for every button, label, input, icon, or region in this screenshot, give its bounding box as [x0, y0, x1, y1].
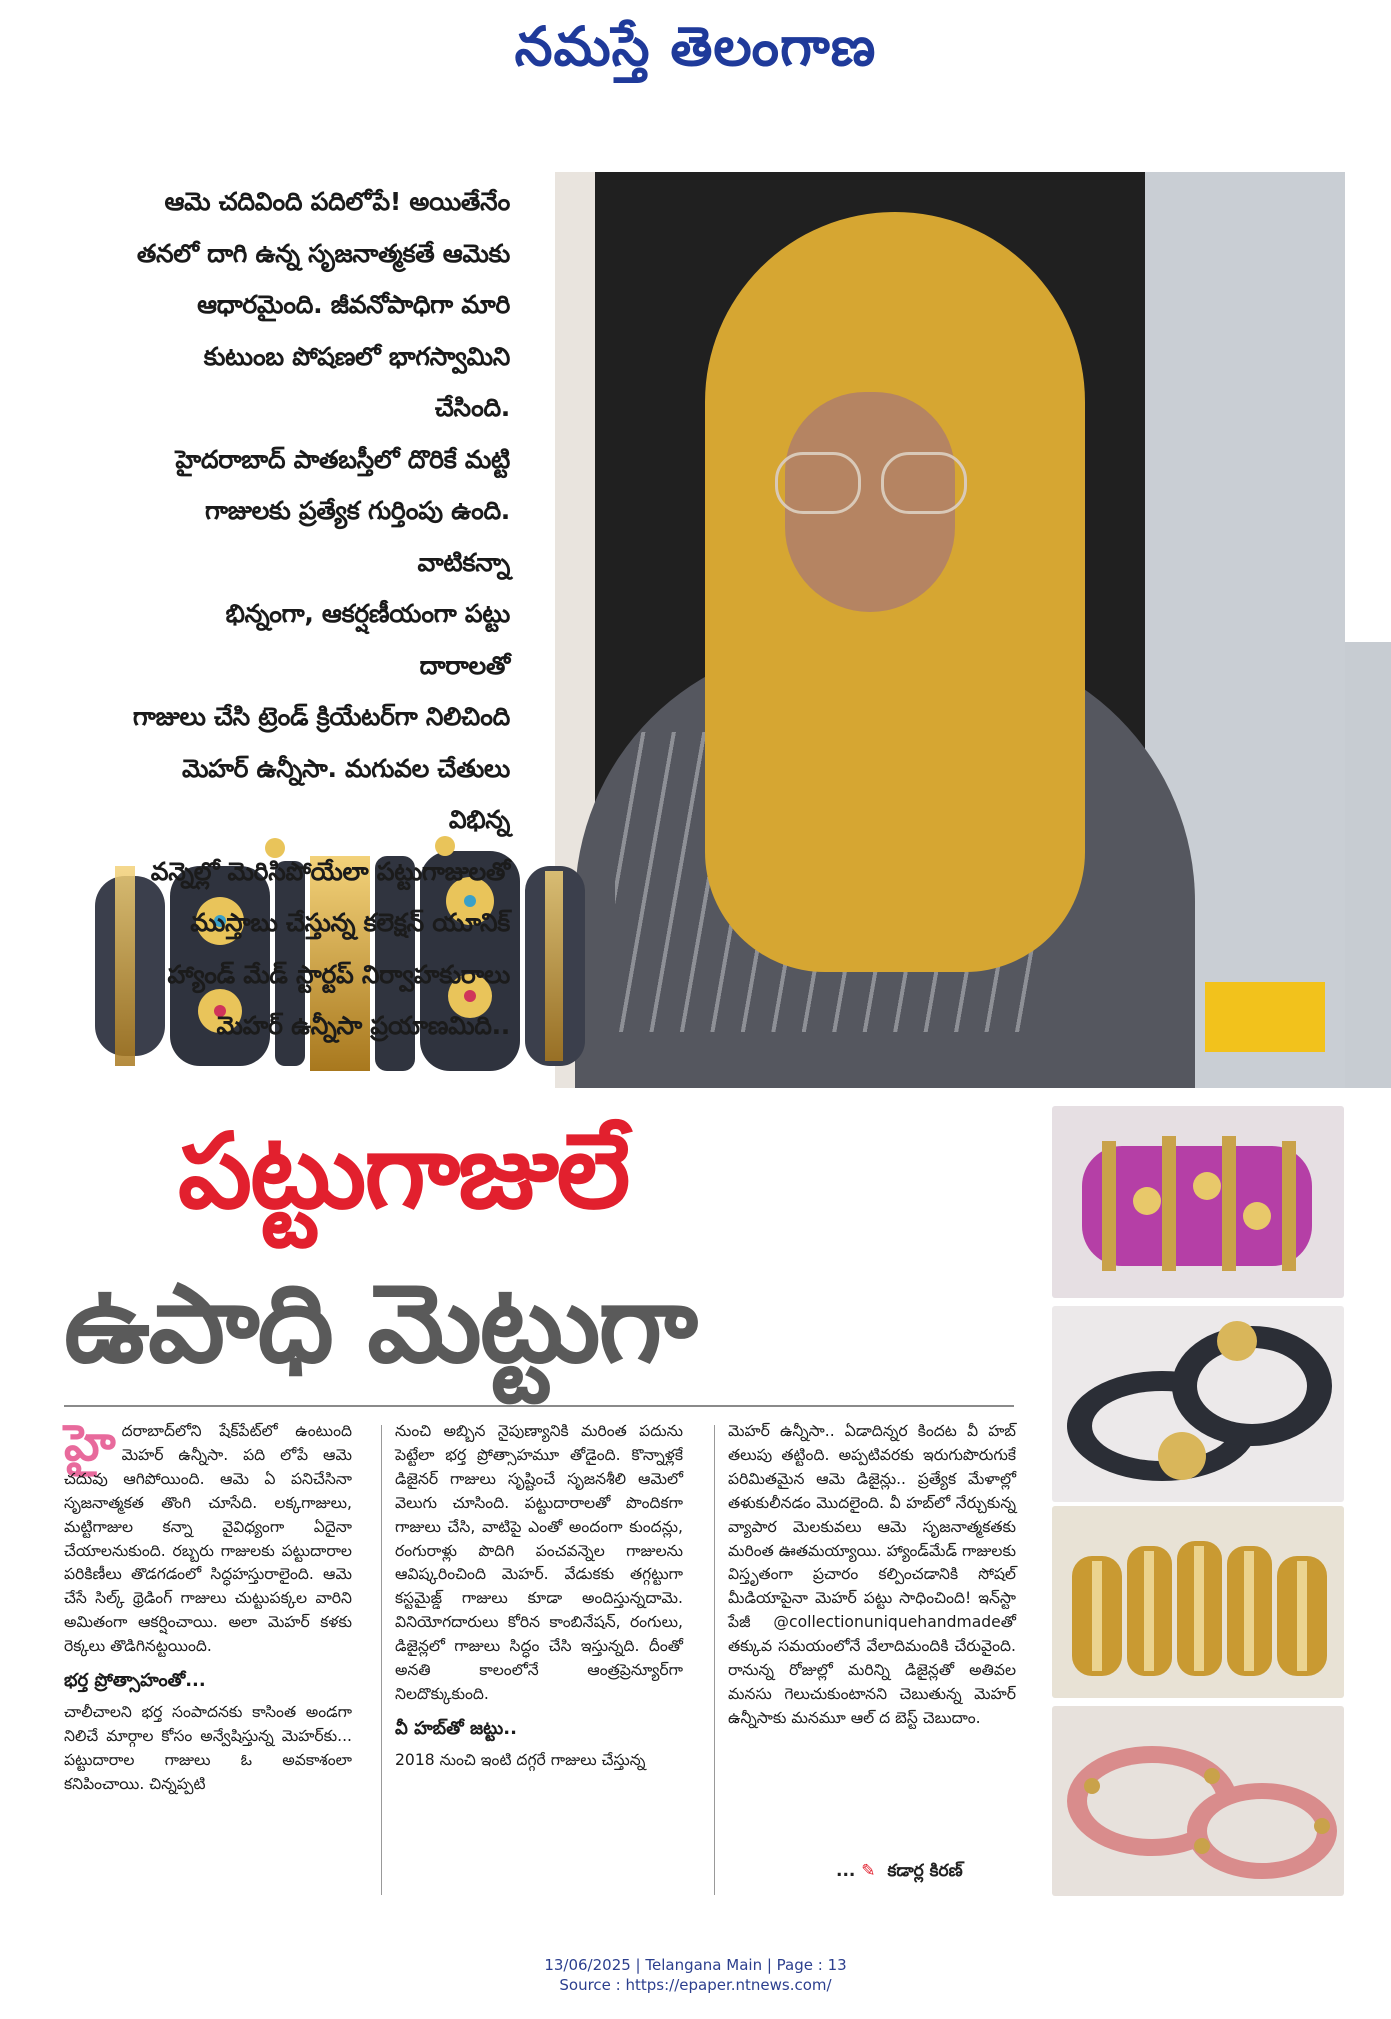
- subheading: వీ హబ్‌తో జట్టు..: [395, 1717, 517, 1739]
- headline-line-1: పట్టుగాజులే: [178, 1110, 629, 1232]
- dropcap: హై: [64, 1414, 116, 1472]
- intro-line: మెహర్ ఉన్నీసా. మగువల చేతులు విభిన్న: [181, 753, 510, 834]
- pink-bangles-photo: [1052, 1106, 1344, 1298]
- gold-bangles-photo: [1052, 1506, 1344, 1698]
- masthead: నమస్తే తెలంగాణ: [514, 14, 877, 78]
- paragraph: మెహర్ ఉన్నీసా.. ఏడాదిన్నర కిందట వీ హబ్ తలుపు తట్టింది. అప్పటివరకు ఇరుగుపొరుగుకే పరిమితమైన ఆమె డిజైన్లు.. ప్రత్యేక మేళాల్లో తళుకులీనడం మొదలైంది. వీ హబ్‌లో నేర్చుకున్న వ్యాపార మెలకువలు ఆమె సృజనాత్మకతకు మరింత ఊతమయ్యాయి. హ్యాండ్‌మేడ్ గాజులకు విస్తృతంగా ప్రచారం కల్పించడానికి సోషల్ మీడియాపైనా మెహర్ పట్టు సాధించింది! ఇన్‌స్టా పేజీ @collectionuniquehandmadeతో తక్కువ సమయంలోనే వేలాదిమందికి చేరువైంది. రానున్న రోజుల్లో మరిన్ని డిజైన్లతో అతివల మనసు గెలుచుకుంటానని చెబుతున్న మెహర్ ఉన్నీసాకు మనమూ ఆల్ ద బెస్ట్ చెబుదాం.: [728, 1422, 1017, 1727]
- intro-line: భిన్నంగా, ఆకర్షణీయంగా పట్టు దారాలతో: [225, 599, 510, 680]
- hero-photo: [555, 172, 1345, 1088]
- intro-line: మెహర్ ఉన్నీసా ప్రయాణమిది..: [216, 1011, 510, 1040]
- footer-source: Source : https://epaper.ntnews.com/: [559, 1976, 832, 1994]
- intro-line: ఆధారమైంది. జీవనోపాధిగా మారి: [197, 290, 510, 319]
- black-bangle-photo: [1052, 1306, 1344, 1502]
- intro-line: హ్యాండ్ మేడ్ స్టార్టప్ నిర్వాహకురాలు: [167, 959, 510, 989]
- footer-date-page: 13/06/2025 | Telangana Main | Page : 13: [544, 1956, 847, 1974]
- intro-line: హైదరాబాద్ పాతబస్తీలో దొరికే మట్టి: [175, 444, 510, 474]
- peach-bangles-photo: [1052, 1706, 1344, 1896]
- column-divider: [381, 1425, 382, 1895]
- subheading: భర్త ప్రోత్సాహంతో...: [64, 1670, 206, 1692]
- footer: [0, 1955, 1391, 1995]
- pen-icon: ✎: [861, 1861, 876, 1881]
- byline: [836, 1861, 963, 1885]
- intro-line: ఆమె చదివింది పదిలోపే! అయితేనేం: [164, 187, 510, 216]
- intro-text: [130, 176, 510, 1052]
- paragraph: 2018 నుంచి ఇంటి దగ్గరే గాజులు చేస్తున్న: [395, 1750, 646, 1769]
- article-column-1: [64, 1414, 352, 1801]
- article-column-2: [395, 1420, 683, 1777]
- headline-rule: [64, 1405, 1014, 1407]
- intro-line: వన్నెల్లో మెరిసిపోయేలా పట్టుగాజులతో: [150, 856, 510, 886]
- intro-line: ముస్తాబు చేస్తున్న కలెక్షన్ యూనిక్: [190, 908, 510, 937]
- paragraph: దరాబాద్‌లోని షేక్‌పేట్‌లో ఉంటుంది మెహర్ ఉన్నీసా. పది లోపే ఆమె చదువు ఆగిపోయింది. ఆమె ఏ పనిచేసినా సృజనాత్మకత తొంగి చూసేది. లక్కగాజులు, మట్టిగాజుల కన్నా వైవిధ్యంగా ఏదైనా చేయాలనుకుంది. రబ్బరు గాజులకు పట్టుదారాల పరికిణీలు తొడగడంలో సిద్ధహస్తురాలైంది. ఆమె చేసే సిల్క్ థ్రెడింగ్ గాజులు చుట్టుపక్కల వారిని అమితంగా ఆకర్షించాయి. అలా మెహర్ కళకు రెక్కలు తొడిగినట్టయింది.: [64, 1422, 352, 1656]
- intro-line: కుటుంబ పోషణలో భాగస్వామిని చేసింది.: [203, 341, 510, 422]
- paragraph: చాలీచాలని భర్త సంపాదనకు కాసింత అండగా నిలిచే మార్గాల కోసం అన్వేషిస్తున్న మెహర్‌కు... పట్టుదారాల గాజులు ఓ అవకాశంలా కనిపించాయి. చిన్నప్పటి: [64, 1702, 352, 1793]
- background-strip: [1345, 642, 1391, 1088]
- intro-line: గాజులకు ప్రత్యేక గుర్తింపు ఉంది. వాటికన్నా: [204, 496, 510, 577]
- intro-line: తనలో దాగి ఉన్న సృజనాత్మకతే ఆమెకు: [136, 238, 510, 268]
- headline-line-2: ఉపాధి మెట్టుగా: [64, 1262, 696, 1387]
- intro-line: గాజులు చేసి ట్రెండ్ క్రియేటర్‌గా నిలిచింది: [132, 702, 510, 731]
- article-column-3: [728, 1420, 1016, 1735]
- paragraph: నుంచి అబ్బిన నైపుణ్యానికి మరింత పదును పెట్టేలా భర్త ప్రోత్సాహమూ తోడైంది. కొన్నాళ్లకే డిజైనర్ గాజులు సృష్టించే సృజనశీలి ఆమెలో వెలుగు చూసింది. పట్టుదారాలతో పొందికగా గాజులు చేసి, వాటిపై ఎంతో అందంగా కుందన్లు, రంగురాళ్లు పొదిగి పంచవన్నెల గాజులను ఆవిష్కరించింది మెహర్. వేడుకకు తగ్గట్టుగా కస్టమైజ్డ్ గాజులు కూడా అందిస్తున్నదామె. వినియోగదారులు కోరిన కాంబినేషన్, రంగులు, డిజైన్లలో గాజులు సిద్ధం చేసి ఇస్తున్నది. దీంతో అనతి కాలంలోనే ఆంత్రప్రెన్యూర్‌గా నిలదొక్కుకుంది.: [395, 1422, 683, 1703]
- byline-author: కడార్ల కిరణ్: [887, 1861, 963, 1881]
- byline-prefix: ...: [836, 1861, 856, 1881]
- column-divider: [714, 1425, 715, 1895]
